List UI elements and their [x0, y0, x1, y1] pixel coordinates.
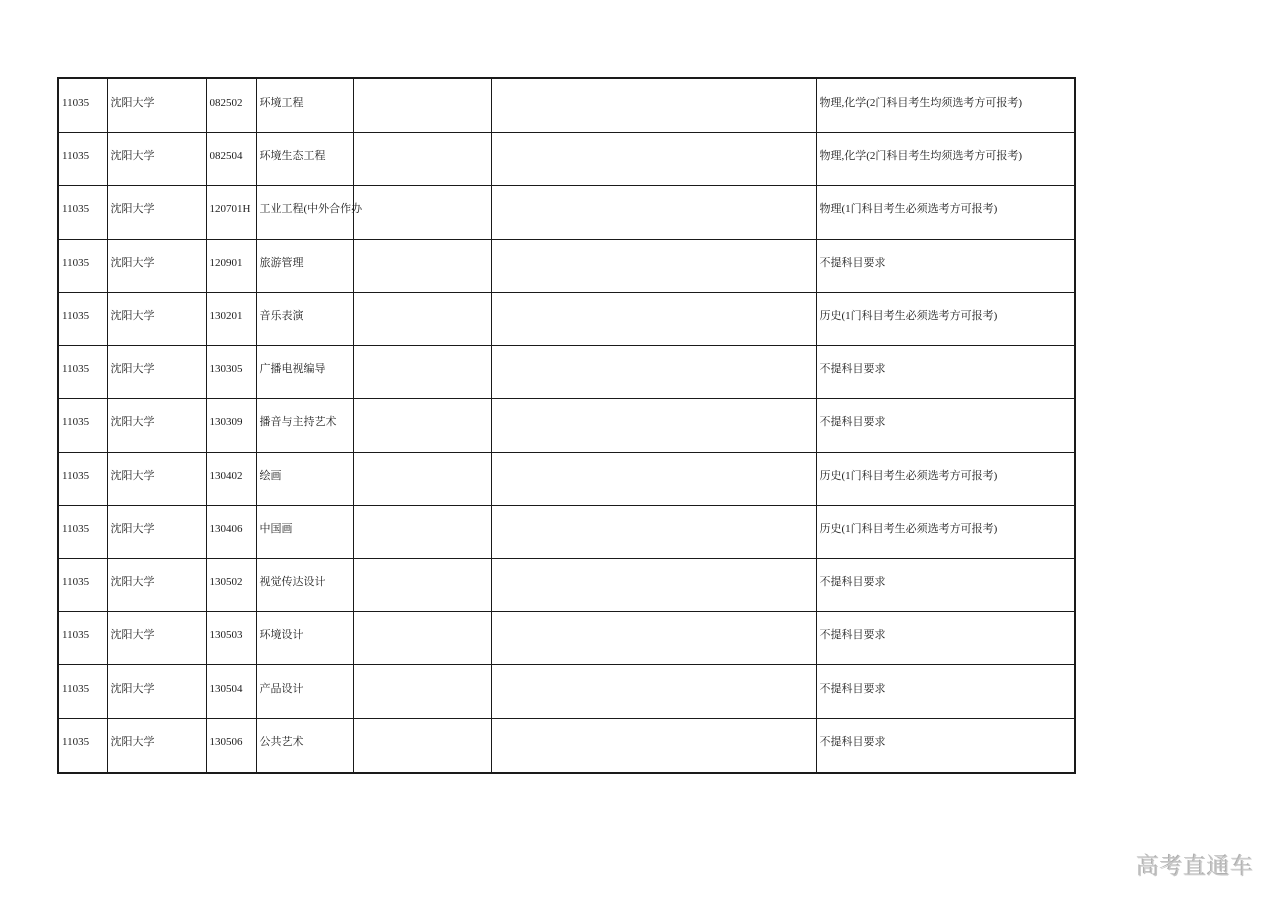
cell-school-name: 沈阳大学 [107, 665, 206, 718]
cell-major-code: 130309 [206, 399, 256, 452]
cell-major-code: 130503 [206, 612, 256, 665]
cell-major-code: 130504 [206, 665, 256, 718]
cell-blank-2 [491, 505, 816, 558]
cell-school-code: 11035 [58, 399, 107, 452]
cell-major-code: 130201 [206, 292, 256, 345]
cell-major-code: 130502 [206, 559, 256, 612]
cell-blank-2 [491, 452, 816, 505]
cell-school-code: 11035 [58, 292, 107, 345]
cell-major-name: 旅游管理 [256, 239, 353, 292]
cell-major-code: 082504 [206, 133, 256, 186]
cell-subject-requirement: 不提科目要求 [816, 346, 1075, 399]
table-body [58, 78, 1075, 773]
cell-blank-2 [491, 718, 816, 773]
cell-school-code: 11035 [58, 133, 107, 186]
cell-school-name: 沈阳大学 [107, 452, 206, 505]
table-row [58, 612, 1075, 665]
cell-blank-2 [491, 612, 816, 665]
cell-major-name: 公共艺术 [256, 718, 353, 773]
cell-blank-2 [491, 665, 816, 718]
cell-subject-requirement: 不提科目要求 [816, 612, 1075, 665]
cell-blank-2 [491, 78, 816, 133]
cell-major-code: 130406 [206, 505, 256, 558]
cell-school-code: 11035 [58, 505, 107, 558]
cell-blank-1 [353, 665, 491, 718]
cell-blank-1 [353, 346, 491, 399]
cell-blank-2 [491, 559, 816, 612]
cell-major-code: 130305 [206, 346, 256, 399]
cell-subject-requirement: 不提科目要求 [816, 239, 1075, 292]
cell-blank-1 [353, 452, 491, 505]
table-row [58, 505, 1075, 558]
cell-major-name: 环境工程 [256, 78, 353, 133]
cell-blank-1 [353, 718, 491, 773]
cell-school-name: 沈阳大学 [107, 505, 206, 558]
table-row [58, 346, 1075, 399]
cell-subject-requirement: 不提科目要求 [816, 399, 1075, 452]
cell-subject-requirement: 物理,化学(2门科目考生均须选考方可报考) [816, 78, 1075, 133]
table-row [58, 133, 1075, 186]
cell-school-code: 11035 [58, 718, 107, 773]
cell-blank-1 [353, 133, 491, 186]
cell-blank-1 [353, 505, 491, 558]
cell-school-code: 11035 [58, 186, 107, 239]
cell-major-name: 中国画 [256, 505, 353, 558]
cell-school-name: 沈阳大学 [107, 612, 206, 665]
cell-school-name: 沈阳大学 [107, 186, 206, 239]
cell-major-name: 广播电视编导 [256, 346, 353, 399]
cell-school-name: 沈阳大学 [107, 239, 206, 292]
cell-school-name: 沈阳大学 [107, 346, 206, 399]
cell-blank-1 [353, 399, 491, 452]
cell-blank-1 [353, 612, 491, 665]
cell-major-code: 120701H [206, 186, 256, 239]
cell-major-code: 130506 [206, 718, 256, 773]
watermark-text: 高考直通车 [1136, 853, 1254, 879]
cell-blank-1 [353, 239, 491, 292]
cell-blank-2 [491, 133, 816, 186]
cell-school-code: 11035 [58, 665, 107, 718]
cell-blank-1 [353, 186, 491, 239]
cell-blank-2 [491, 346, 816, 399]
cell-school-name: 沈阳大学 [107, 78, 206, 133]
cell-school-code: 11035 [58, 346, 107, 399]
cell-subject-requirement: 物理,化学(2门科目考生均须选考方可报考) [816, 133, 1075, 186]
table-row [58, 239, 1075, 292]
cell-major-name: 音乐表演 [256, 292, 353, 345]
cell-blank-2 [491, 399, 816, 452]
cell-subject-requirement: 不提科目要求 [816, 559, 1075, 612]
cell-subject-requirement: 不提科目要求 [816, 665, 1075, 718]
table-row [58, 718, 1075, 773]
cell-major-code: 120901 [206, 239, 256, 292]
cell-school-code: 11035 [58, 559, 107, 612]
cell-school-name: 沈阳大学 [107, 399, 206, 452]
cell-school-code: 11035 [58, 239, 107, 292]
cell-subject-requirement: 历史(1门科目考生必须选考方可报考) [816, 292, 1075, 345]
cell-major-name: 产品设计 [256, 665, 353, 718]
cell-subject-requirement: 历史(1门科目考生必须选考方可报考) [816, 452, 1075, 505]
cell-subject-requirement: 不提科目要求 [816, 718, 1075, 773]
cell-subject-requirement: 物理(1门科目考生必须选考方可报考) [816, 186, 1075, 239]
table-row [58, 559, 1075, 612]
table-row [58, 186, 1075, 239]
cell-school-code: 11035 [58, 78, 107, 133]
cell-blank-1 [353, 292, 491, 345]
cell-major-code: 130402 [206, 452, 256, 505]
cell-school-name: 沈阳大学 [107, 559, 206, 612]
cell-blank-1 [353, 78, 491, 133]
table-row [58, 78, 1075, 133]
cell-major-name: 播音与主持艺术 [256, 399, 353, 452]
cell-major-name: 工业工程(中外合作办 [256, 186, 353, 239]
cell-blank-2 [491, 292, 816, 345]
cell-school-code: 11035 [58, 612, 107, 665]
cell-subject-requirement: 历史(1门科目考生必须选考方可报考) [816, 505, 1075, 558]
admissions-table [57, 77, 1076, 774]
cell-major-code: 082502 [206, 78, 256, 133]
table-row [58, 665, 1075, 718]
cell-school-code: 11035 [58, 452, 107, 505]
table-row [58, 452, 1075, 505]
cell-major-name: 视觉传达设计 [256, 559, 353, 612]
cell-school-name: 沈阳大学 [107, 718, 206, 773]
cell-school-name: 沈阳大学 [107, 133, 206, 186]
cell-major-name: 绘画 [256, 452, 353, 505]
table-row [58, 399, 1075, 452]
cell-major-name: 环境设计 [256, 612, 353, 665]
cell-major-name: 环境生态工程 [256, 133, 353, 186]
cell-blank-2 [491, 239, 816, 292]
table-row [58, 292, 1075, 345]
cell-blank-1 [353, 559, 491, 612]
cell-blank-2 [491, 186, 816, 239]
cell-school-name: 沈阳大学 [107, 292, 206, 345]
